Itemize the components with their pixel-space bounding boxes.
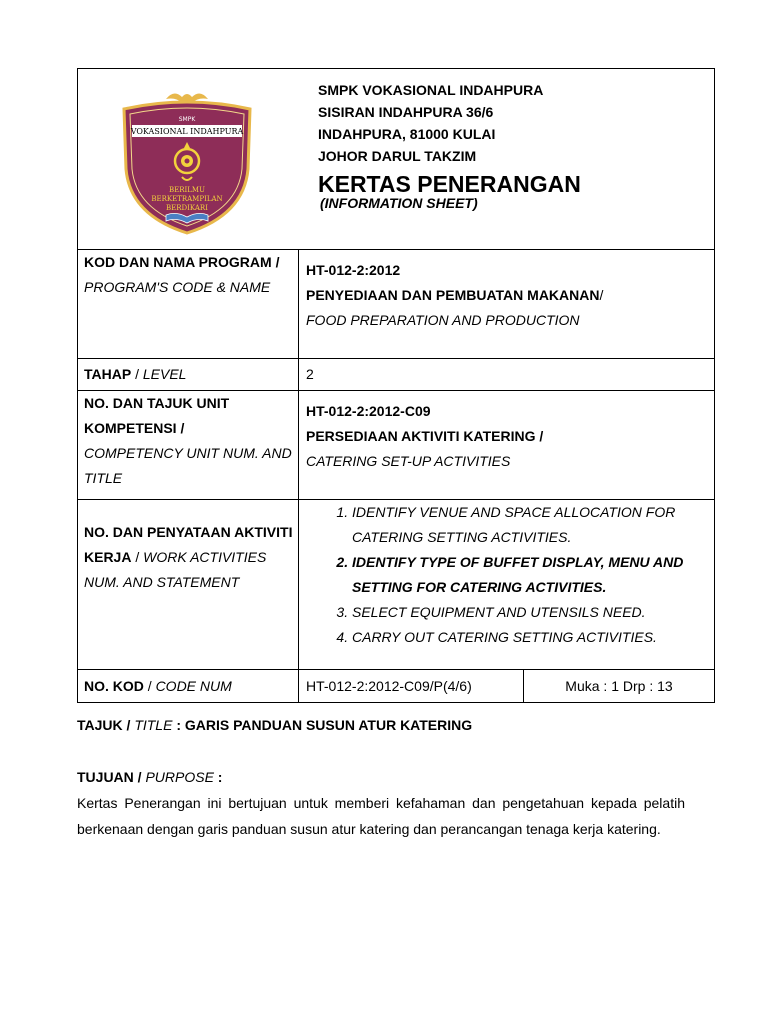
title-label-italic: TITLE: [134, 717, 173, 733]
unit-label-italic: COMPETENCY UNIT NUM. AND TITLE: [84, 445, 292, 486]
program-row: [78, 250, 715, 359]
activity-list-cell: [299, 500, 715, 670]
code-label-sep: /: [143, 678, 156, 694]
activity-row: [78, 500, 715, 670]
activity-label-bold: NO. DAN PENYATAAN AKTIVITI KERJA: [84, 524, 293, 565]
program-value-cell: [299, 250, 715, 359]
purpose-paragraph: Kertas Penerangan ini bertujuan untuk memberi kefahaman dan pengetahuan kepada pelatih berkenaan dengan garis panduan susun atur katering dan perancangan tenaga kerja katering.: [77, 795, 685, 837]
activity-item: 1. IDENTIFY VENUE AND SPACE ALLOCATION FOR CATERING SETTING ACTIVITIES.: [352, 500, 714, 550]
school-crest-logo: [118, 87, 256, 235]
program-label-sep: /: [271, 254, 280, 270]
logo-motto-2: BERKETRAMPILAN: [151, 195, 223, 203]
code-label-cell: [78, 670, 299, 703]
purpose-colon: :: [213, 769, 223, 785]
program-label-italic: PROGRAM'S CODE & NAME: [84, 279, 271, 295]
activity-label-cell: [78, 500, 299, 670]
school-address-line-2: INDAHPURA, 81000 KULAI: [318, 126, 496, 142]
info-sheet-table: [77, 68, 715, 703]
logo-banner-text: VOKASIONAL INDAHPURA: [130, 127, 244, 136]
unit-label-bold: NO. DAN TAJUK UNIT KOMPETENSI: [84, 395, 230, 436]
code-label-italic: CODE NUM: [155, 678, 232, 694]
purpose-label-italic: PURPOSE: [145, 769, 214, 785]
unit-name-bold: PERSEDIAAN AKTIVITI KATERING /: [306, 428, 544, 444]
title-text: : GARIS PANDUAN SUSUN ATUR KATERING: [176, 717, 473, 733]
level-label-sep: /: [131, 366, 143, 382]
purpose-label-bold: TUJUAN /: [77, 769, 142, 785]
school-address: [318, 79, 543, 167]
activity-list: [299, 500, 714, 650]
code-row: [78, 670, 715, 703]
level-label-bold: TAHAP: [84, 366, 132, 382]
activity-item: 3. SELECT EQUIPMENT AND UTENSILS NEED.: [352, 600, 714, 625]
logo-motto-3: BERDIKARI: [166, 204, 208, 212]
page-number: Muka : 1 Drp : 13: [565, 678, 673, 694]
title-label-bold: TAJUK /: [77, 717, 131, 733]
program-code: HT-012-2:2012: [306, 262, 401, 278]
school-address-line-1: SISIRAN INDAHPURA 36/6: [318, 104, 494, 120]
purpose-heading: [77, 765, 222, 789]
program-name-italic: FOOD PREPARATION AND PRODUCTION: [306, 312, 580, 328]
school-name: SMPK VOKASIONAL INDAHPURA: [318, 82, 544, 98]
level-row: [78, 359, 715, 391]
code-value: HT-012-2:2012-C09/P(4/6): [299, 670, 524, 702]
document-title: KERTAS PENERANGAN: [318, 171, 581, 197]
unit-code: HT-012-2:2012-C09: [306, 403, 431, 419]
activity-label-italic: WORK ACTIVITIES NUM. AND STATEMENT: [84, 549, 267, 590]
program-name-sep: /: [599, 287, 604, 303]
header-cell: [78, 69, 715, 250]
code-value-cell: [299, 670, 715, 703]
unit-name-italic: CATERING SET-UP ACTIVITIES: [306, 453, 511, 469]
program-label-cell: [78, 250, 299, 359]
code-label-bold: NO. KOD: [84, 678, 144, 694]
activity-item: 2. IDENTIFY TYPE OF BUFFET DISPLAY, MENU AND SETTING FOR CATERING ACTIVITIES.: [352, 550, 714, 600]
level-label-italic: LEVEL: [142, 366, 187, 382]
school-address-line-3: JOHOR DARUL TAKZIM: [318, 148, 477, 164]
section-title: [77, 713, 472, 737]
unit-row: [78, 391, 715, 500]
document-subtitle: (INFORMATION SHEET): [320, 195, 478, 211]
unit-value-cell: [299, 391, 715, 500]
activity-label-sep: /: [131, 549, 144, 565]
unit-label-sep: /: [176, 420, 185, 436]
program-name-bold: PENYEDIAAN DAN PEMBUATAN MAKANAN: [306, 287, 600, 303]
activity-item: 4. CARRY OUT CATERING SETTING ACTIVITIES.: [352, 625, 714, 650]
logo-top-text: SMPK: [178, 116, 196, 123]
logo-motto-1: BERILMU: [168, 186, 206, 194]
program-label-bold: KOD DAN NAMA PROGRAM: [84, 254, 272, 270]
level-label-cell: [78, 359, 299, 391]
unit-label-cell: [78, 391, 299, 500]
level-value: 2: [299, 359, 715, 391]
